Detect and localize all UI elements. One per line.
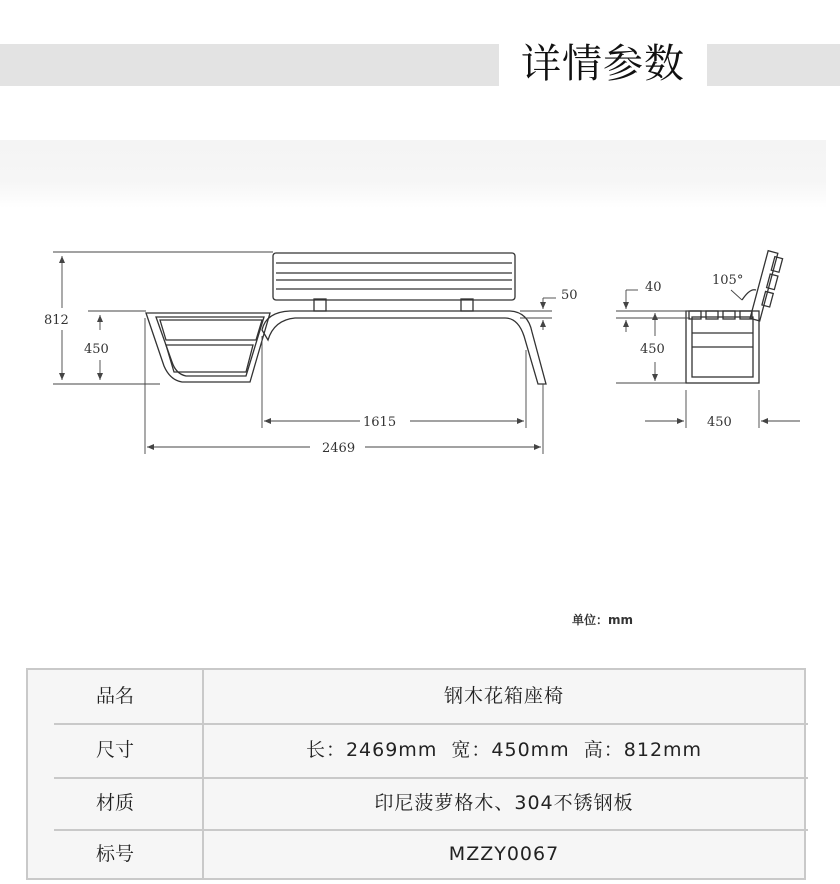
spec-table	[26, 668, 806, 880]
row-value: 长：2469mm 宽：450mm 高：812mm	[305, 739, 703, 761]
dim-backrest-gap: 50	[561, 288, 578, 303]
table-row	[28, 670, 804, 722]
page-title: 详情参数	[521, 41, 685, 87]
dim-width: 450	[707, 415, 732, 430]
row-key: 品名	[95, 685, 134, 707]
dim-total-height: 812	[44, 313, 69, 328]
row-value: 印尼菠萝格木、304不锈钢板	[374, 792, 634, 814]
table-row	[28, 777, 804, 829]
side-view	[686, 251, 784, 383]
row-key: 材质	[95, 792, 134, 814]
dim-total-length: 2469	[322, 441, 356, 456]
unit-note: 单位：mm	[572, 613, 634, 627]
dim-seat-height: 450	[84, 342, 109, 357]
dim-back-angle: 105°	[712, 273, 744, 288]
dim-slat-thickness: 40	[645, 280, 662, 295]
front-view	[146, 253, 546, 384]
row-key: 尺寸	[95, 739, 134, 761]
row-value: 钢木花箱座椅	[443, 685, 564, 707]
dim-inner-length: 1615	[363, 415, 397, 430]
table-row	[28, 828, 804, 880]
row-key: 标号	[95, 843, 134, 865]
dim-side-seat-height: 450	[640, 342, 665, 357]
table-row	[28, 724, 804, 776]
row-value: MZZY0067	[448, 843, 560, 865]
